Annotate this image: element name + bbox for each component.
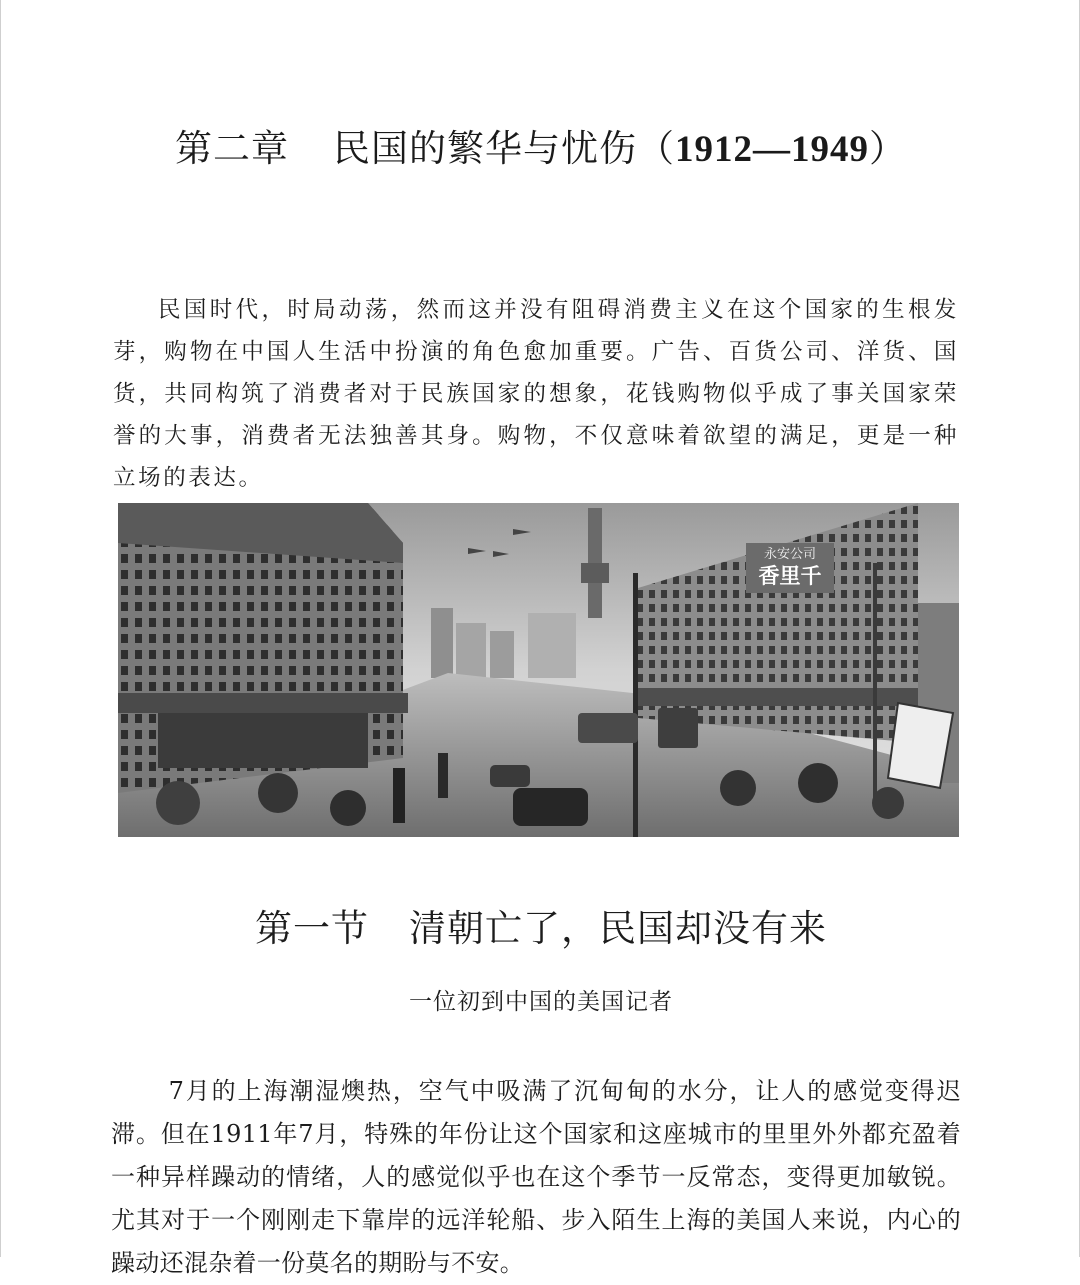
chapter-title [1, 118, 1080, 172]
section-title [1, 898, 1080, 952]
section-label: 第一节 [255, 907, 369, 950]
intro-paragraph: 民国时代，时局动荡，然而这并没有阻碍消费主义在这个国家的生根发芽，购物在中国人生活中扮演的角色愈加重要。广告、百货公司、洋货、国货，共同构筑了消费者对于民族国家的想象，花钱购物似乎成了事关国家荣誉的大事，消费者无法独善其身。购物，不仅意味着欲望的满足，更是一种立场的表达。 [113, 296, 959, 491]
section-name: 清朝亡了，民国却没有来 [409, 907, 827, 950]
chapter-years: 1912—1949 [675, 129, 869, 170]
historical-street-photo [118, 503, 959, 837]
section-subtitle: 一位初到中国的美国记者 [409, 989, 673, 1015]
chapter-name: 民国的繁华与忧伤（ [333, 127, 675, 170]
body-paragraph: 7月的上海潮湿燠热，空气中吸满了沉甸甸的水分，让人的感觉变得迟滞。但在1911年7月，特殊的年份让这个国家和这座城市的里里外外都充盈着一种异样躁动的情绪，人的感觉似乎也在这个季节一反常态，变得更加敏锐。尤其对于一个刚刚走下靠岸的远洋轮船、步入陌生上海的美国人来说，内心的躁动还混杂着一份莫名的期盼与不安。 [111, 1077, 961, 1277]
chapter-label: 第二章 [175, 127, 289, 170]
photo-sign-text: 香里千 [758, 563, 822, 588]
chapter-close-paren: ） [869, 127, 907, 170]
photo-sign-top: 永安公司 [763, 547, 817, 562]
